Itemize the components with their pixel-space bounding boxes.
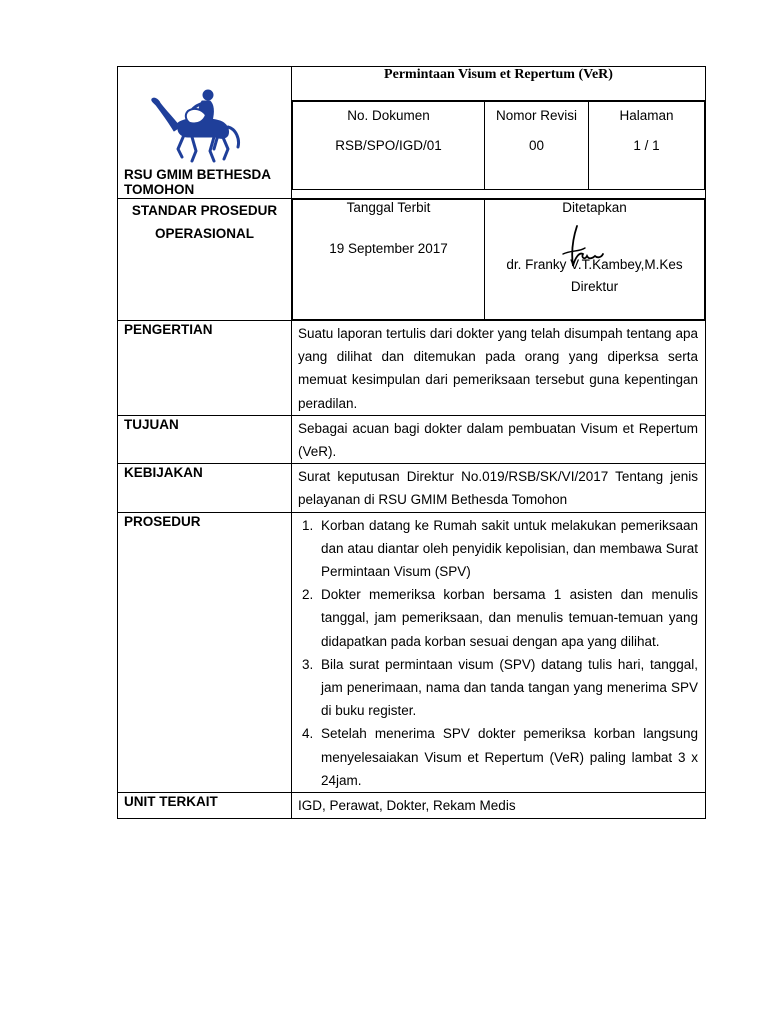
prosedur-cell — [292, 512, 706, 792]
sop-label: STANDAR PROSEDUR OPERASIONAL — [118, 199, 292, 321]
tujuan-row — [118, 415, 706, 463]
unit-text: IGD, Perawat, Dokter, Rekam Medis — [292, 793, 706, 819]
signature-icon — [559, 224, 619, 270]
pengertian-label: PENGERTIAN — [118, 321, 292, 416]
prosedur-steps — [298, 514, 698, 792]
header-row — [118, 67, 706, 101]
pengertian-text: Suatu laporan tertulis dari dokter yang telah disumpah tentang apa yang dilihat dan ditemukan pada orang yang diperksa serta memuat kesimpulan dari pemeriksaan tersebut guna kepentingan peradilan. — [292, 321, 706, 416]
list-item: 1. Korban datang ke Rumah sakit untuk melakukan pemeriksaan dan atau diantar oleh penyidik kepolisian, dan membawa Surat Permintaan Visum (SPV) — [317, 514, 698, 584]
approver-name: dr. Franky V.T.Kambey,M.Kes — [506, 257, 683, 272]
list-item: 3. Bila surat permintaan visum (SPV) datang tulis hari, tanggal, jam penerimaan, nama dan tanda tangan yang menerima SPV di buku register. — [317, 653, 698, 723]
kebijakan-label: KEBIJAKAN — [118, 464, 292, 512]
revision-label: Nomor Revisi — [495, 107, 577, 123]
issue-date-cell — [293, 200, 485, 320]
sop-table — [117, 66, 706, 819]
organization-name: RSU GMIM BETHESDA TOMOHON — [124, 167, 271, 197]
issue-date-label: Tanggal Terbit — [346, 200, 431, 215]
doc-number-label: No. Dokumen — [347, 107, 430, 123]
list-item: 4. Setelah menerima SPV dokter pemeriksa korban langsung menyelesaiakan Visum et Repertum (VeR) paling lambat 3 x 24jam. — [317, 722, 698, 792]
unit-row — [118, 793, 706, 819]
doc-number-value: RSB/SPO/IGD/01 — [335, 137, 442, 153]
unit-label: UNIT TERKAIT — [118, 793, 292, 819]
meta-table — [292, 101, 705, 190]
sop-document — [117, 66, 705, 819]
horse-rider-logo-icon — [148, 89, 248, 165]
prosedur-label: PROSEDUR — [118, 512, 292, 792]
kebijakan-text: Surat keputusan Direktur No.019/RSB/SK/VI/2017 Tentang jenis pelayanan di RSU GMIM Bethesda Tomohon — [292, 464, 706, 512]
page-value: 1 / 1 — [633, 137, 660, 153]
logo-cell — [118, 67, 292, 199]
document-title: Permintaan Visum et Repertum (VeR) — [292, 67, 706, 101]
approval-cell — [485, 200, 705, 320]
page-label: Halaman — [619, 107, 674, 123]
page-cell — [589, 101, 705, 189]
tujuan-text: Sebagai acuan bagi dokter dalam pembuatan Visum et Repertum (VeR). — [292, 415, 706, 463]
approver-title: Direktur — [570, 279, 619, 294]
prosedur-row — [118, 512, 706, 792]
tujuan-label: TUJUAN — [118, 415, 292, 463]
list-item: 2. Dokter memeriksa korban bersama 1 asisten dan menulis tanggal, jam pemeriksaan, dan menulis temuan-temuan yang didapatkan pada korban sesuai dengan apa yang dilihat. — [317, 583, 698, 653]
kebijakan-row — [118, 464, 706, 512]
sop-info-table — [292, 199, 705, 320]
revision-cell — [485, 101, 589, 189]
revision-value: 00 — [528, 137, 545, 153]
sop-row — [118, 199, 706, 321]
meta-cell — [292, 100, 706, 198]
approval-label: Ditetapkan — [562, 200, 627, 215]
doc-number-cell — [293, 101, 485, 189]
sop-info-cell — [292, 199, 706, 321]
pengertian-row — [118, 321, 706, 416]
issue-date-value: 19 September 2017 — [329, 241, 448, 256]
